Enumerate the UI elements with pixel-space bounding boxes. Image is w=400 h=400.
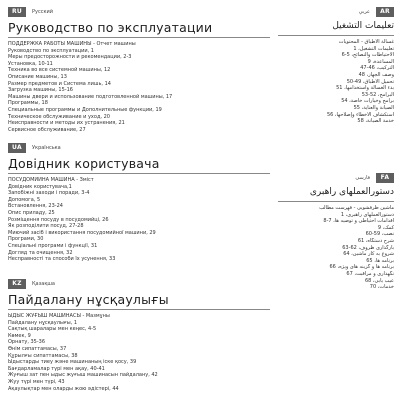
language-header — [278, 6, 394, 18]
list-item: Бағдарламалар түрі мен ақау, 40-41 — [8, 365, 105, 372]
language-code-badge: UA — [8, 143, 26, 153]
list-item: Спеціальні програми і функції, 31 — [8, 242, 98, 249]
list-item: Ақаулықтар мен оларды жою әдістері, 44 — [8, 385, 119, 392]
list-item: Құрылғы сипаттамасы, 38 — [8, 352, 78, 359]
list-item: ماشین ظرفشویی - فهرست مطالب — [319, 205, 394, 211]
list-item: تعليمات التشغيل، 1 — [353, 45, 394, 52]
list-item: Догляд та очищення, 32 — [8, 249, 73, 256]
list-item: Жуу түрі мен түрі, 43 — [8, 378, 65, 385]
list-item: نگهداری و مراقبت، 67 — [346, 270, 394, 277]
list-item: Як розподілити посуд, 27-28 — [8, 223, 84, 230]
language-header — [8, 278, 270, 290]
list-item: نصب، 59-60 — [365, 231, 394, 238]
list-item: Установка, 10-11 — [8, 60, 53, 67]
section-title: تعليمات التشغيل — [332, 21, 394, 31]
section-ua — [8, 142, 270, 263]
list-item: Сервисное обслуживание, 27 — [8, 126, 86, 133]
list-item: Техника во все системной машины, 12 — [8, 67, 111, 74]
contents-list — [278, 39, 394, 125]
list-item: عیب یابی، 68 — [364, 277, 394, 284]
divider — [278, 201, 394, 202]
list-item: Көмек, 9 — [8, 332, 31, 339]
list-item: التركيب، 46-47 — [360, 65, 394, 72]
divider — [8, 37, 270, 38]
list-item: Довідник користувача,1 — [8, 183, 72, 190]
list-item: Ыдыстарды тиеу және машинаның іске қосу, 39 — [8, 359, 137, 366]
list-item: وصف الجهاز، 48 — [358, 71, 394, 78]
list-item: المساعدة، 9 — [367, 58, 394, 65]
list-item: ПОСУДОМИЙНА МАШИНА - Зміст — [8, 177, 94, 183]
list-item: البرامج، 52-53 — [361, 91, 394, 98]
contents-list — [8, 313, 270, 392]
section-kz — [8, 278, 270, 392]
list-item: Программы, 18 — [8, 100, 48, 107]
list-item: Несправності та способи їх усунення, 33 — [8, 256, 116, 263]
language-code-badge: RU — [8, 7, 26, 17]
list-item: الصيانة والعناية، 55 — [353, 104, 394, 111]
section-fa — [278, 172, 394, 291]
language-header — [8, 142, 270, 154]
list-item: Өнім сипаттамасы, 37 — [8, 345, 67, 352]
language-name: Қазақша — [32, 281, 55, 287]
list-item: Машины двери и использование подготовленной машины, 17 — [8, 93, 173, 100]
section-title: دستورالعملهای راهبری — [309, 187, 394, 197]
list-item: Пайдалану нұсқаулығы, 1 — [8, 319, 78, 326]
language-name: Українська — [32, 145, 61, 151]
list-item: غسالة الأطباق - المحتويات — [338, 39, 394, 45]
contents-list — [278, 205, 394, 291]
language-name: فارسی — [355, 175, 370, 181]
section-ar — [278, 6, 394, 125]
list-item: Загрузка машины, 15-16 — [8, 87, 73, 94]
list-item: استكشاف الأخطاء وإصلاحها، 56 — [326, 111, 394, 118]
language-code-badge: AR — [376, 7, 394, 17]
list-item: Меры предосторожности и рекомендации, 2-3 — [8, 54, 132, 61]
list-item: Руководство по эксплуатации, 1 — [8, 47, 94, 54]
list-item: Допомога, 5 — [8, 196, 41, 203]
list-item: اقدامات احتیاطی و توصیه ها، 7-8 — [323, 218, 394, 225]
list-item: Розміщення посуду в посудомийці, 26 — [8, 216, 109, 223]
language-code-badge: KZ — [8, 279, 26, 289]
list-item: Орнату, 35-36 — [8, 339, 46, 346]
language-name: عربي — [358, 9, 370, 15]
list-item: Сақтық шаралары мен кеңес, 4-5 — [8, 326, 97, 333]
list-item: ЫДЫС ЖУҒЫШ МАШИНАСЫ - Мазмұны — [8, 313, 110, 319]
section-title: Руководство по эксплуатации — [8, 20, 213, 35]
list-item: کمک، 9 — [377, 224, 394, 231]
list-item: الاحتياطات والنصائح، 5-6 — [341, 52, 394, 59]
list-item: Жуғыш зат пен ыдыс жуғыш машинасын пайдалану, 42 — [8, 372, 158, 379]
list-item: Техническое обслуживание и уход, 20 — [8, 113, 110, 120]
contents-list — [8, 177, 270, 263]
divider — [278, 35, 394, 36]
list-item: Встановлення, 23-24 — [8, 203, 63, 210]
list-item: Опис приладу, 25 — [8, 209, 55, 216]
list-item: Програми, 30 — [8, 236, 44, 243]
list-item: خدمات، 70 — [369, 284, 394, 291]
list-item: Описание машины, 13 — [8, 73, 67, 80]
divider — [8, 309, 270, 310]
list-item: دستورالعملهای راهبری، 1 — [340, 211, 394, 218]
contents-list — [8, 41, 270, 133]
section-title: Довідник користувача — [8, 156, 160, 171]
list-item: برامج وخيارات خاصة، 54 — [341, 98, 394, 105]
language-header — [278, 172, 394, 184]
section-title: Пайдалану нұсқаулығы — [8, 292, 169, 307]
list-item: ПОДДЕРЖКА РАБОТЫ МАШИНЫ - Отчет машины — [8, 41, 136, 47]
divider — [8, 173, 270, 174]
list-item: خدمة الصيانة، 58 — [357, 118, 394, 125]
list-item: شروع به کار ماشین، 64 — [343, 251, 394, 258]
list-item: برنامه ها، 65 — [366, 257, 394, 264]
language-code-badge: FA — [376, 173, 394, 183]
list-item: Запобіжні заходи і поради, 3-4 — [8, 190, 90, 197]
list-item: Миючий засіб і використання посудомийної машини, 29 — [8, 229, 156, 236]
list-item: بارگذاری ظروف، 62-63 — [342, 244, 394, 251]
list-item: Неисправности и методы их устранения, 21 — [8, 120, 125, 127]
section-ru — [8, 6, 270, 133]
list-item: بدء الغسالة واستخدامها، 51 — [336, 85, 394, 92]
list-item: Специальные программы и Дополнительные функции, 19 — [8, 106, 162, 113]
list-item: Размер предметов и Система лишь, 14 — [8, 80, 111, 87]
list-item: شرح دستگاه، 61 — [357, 237, 394, 244]
list-item: تحميل الأطباق، 49-50 — [346, 78, 394, 85]
list-item: برنامه ها و گزینه های ویژه، 66 — [329, 264, 394, 271]
language-header — [8, 6, 270, 18]
language-name: Русский — [32, 9, 53, 15]
